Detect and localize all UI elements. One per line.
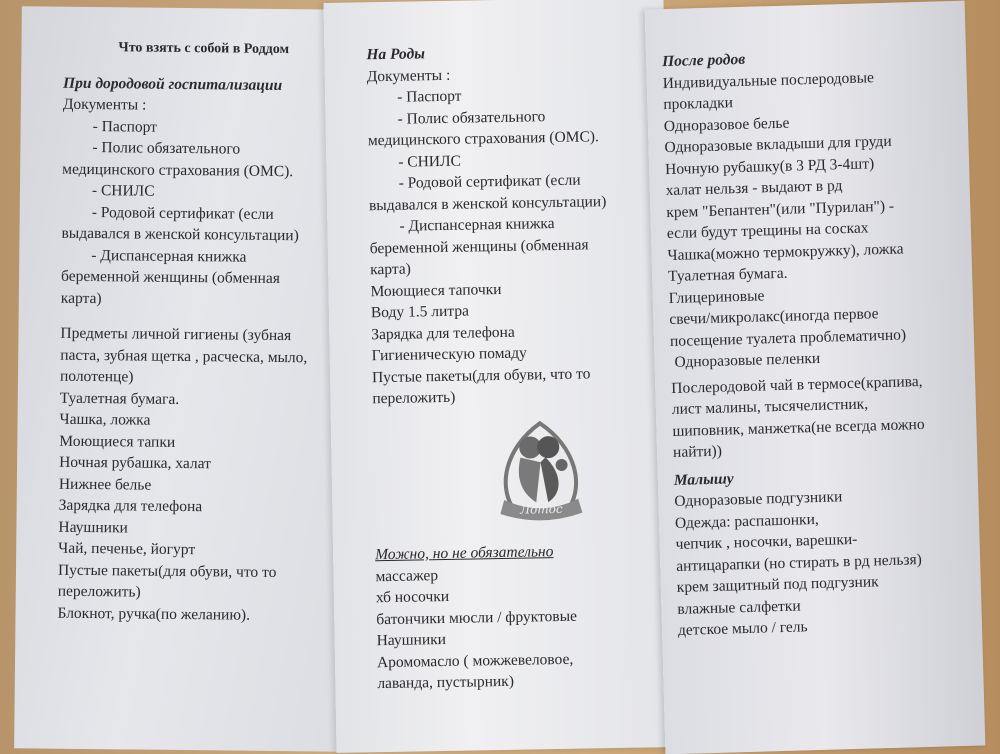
- list-item: Туалетная бумага.: [667, 264, 788, 286]
- list-item: Одноразовое белье: [663, 114, 790, 135]
- list-item: крем "Бепантен"(или "Пурилан") -: [666, 197, 895, 221]
- labor-heading: На Роды: [366, 45, 426, 64]
- right-panel: [645, 1, 986, 754]
- list-item: Моющиеся тапочки: [370, 280, 502, 300]
- postpartum-heading: После родов: [661, 50, 746, 71]
- list-item: найти)): [672, 442, 723, 461]
- doc-line: беременной женщины (обменная: [369, 235, 589, 257]
- list-item: Аромомасло ( можжевеловое,: [376, 650, 574, 671]
- list-item: Пустые пакеты(для обуви, что то: [57, 561, 277, 581]
- list-item: если будут трещины на сосках: [666, 219, 869, 243]
- doc-line: - Паспорт: [92, 117, 158, 136]
- lotos-logo: [485, 416, 597, 528]
- list-item: Наушники: [58, 518, 128, 536]
- documents-label: Документы :: [366, 66, 451, 85]
- list-item: Гигиеническую помаду: [371, 344, 527, 365]
- list-item: батончики мюсли / фруктовые: [376, 607, 578, 628]
- list-item: лаванда, пустырник): [377, 672, 515, 693]
- list-item: влажные салфетки: [677, 596, 801, 618]
- list-item: Зарядка для телефона: [371, 323, 515, 343]
- list-item: прокладки: [663, 94, 734, 114]
- doc-line: - Паспорт: [396, 87, 462, 106]
- documents-label: Документы :: [62, 95, 147, 114]
- doc-line: - СНИЛС: [91, 182, 155, 200]
- list-item: Индивидуальные послеродовые: [662, 68, 875, 92]
- list-item: Чашка, ложка: [59, 410, 151, 429]
- list-item: посещение туалета проблематично): [669, 325, 907, 350]
- doc-line: - Полис обязательного: [92, 139, 241, 158]
- doc-line: - СНИЛС: [398, 152, 462, 171]
- doc-line: медицинского страхования (ОМС).: [367, 128, 600, 150]
- list-item: массажер: [375, 566, 439, 585]
- list-item: халат нельзя - выдают в рд: [665, 177, 843, 200]
- list-item: Предметы личной гигиены (зубная: [60, 324, 292, 345]
- doc-line: выдавался в женской консультации): [61, 224, 299, 245]
- list-item: Наушники: [376, 630, 447, 650]
- list-item: свечи/микролакс(иногда первое: [669, 305, 879, 329]
- baby-heading: Малышу: [673, 469, 734, 489]
- doc-line: карта): [60, 289, 102, 307]
- list-item: Чашка(можно термокружку), ложка: [667, 239, 904, 264]
- list-item: Одежда: распашонки,: [674, 510, 819, 532]
- doc-line: выдавался в женской консультации): [368, 192, 607, 214]
- doc-line: медицинского страхования (ОМС).: [62, 160, 294, 180]
- doc-line: - Родовой сертификат (если: [398, 171, 581, 192]
- list-item: Зарядка для телефона: [58, 496, 203, 516]
- list-item: полотенце): [59, 367, 134, 386]
- doc-line: беременной женщины (обменная: [60, 267, 280, 288]
- list-item: Одноразовые пеленки: [674, 349, 821, 371]
- list-item: переложить): [372, 388, 456, 408]
- list-item: крем защитный под подгузник: [676, 573, 879, 596]
- doc-line: - Родовой сертификат (если: [91, 203, 274, 223]
- list-item: Одноразовые вкладыши для груди: [664, 132, 892, 157]
- doc-line: - Диспансерная книжка: [91, 246, 247, 266]
- list-item: чепчик , носочки, варешки-: [675, 530, 858, 553]
- list-item: Глицериновые: [668, 286, 765, 307]
- list-item: Туалетная бумага.: [59, 389, 180, 408]
- optional-heading: Можно, но не обязательно: [374, 543, 554, 564]
- prenatal-heading: При дородовой госпитализации: [63, 74, 283, 94]
- list-item: детское мыло / гель: [677, 618, 808, 639]
- doc-line: - Диспансерная книжка: [399, 215, 555, 235]
- list-item: Моющиеся тапки: [59, 432, 176, 451]
- leaflet-title: Что взять с собой в Роддом: [118, 40, 290, 58]
- list-item: хб носочки: [375, 587, 450, 607]
- list-item: Воду 1.5 литра: [370, 302, 470, 322]
- list-item: Блокнот, ручка(по желанию).: [57, 604, 251, 624]
- left-panel: [14, 6, 352, 751]
- logo-text: Лотос: [519, 501, 563, 517]
- doc-line: карта): [369, 260, 412, 279]
- list-item: Ночная рубашка, халат: [59, 453, 211, 473]
- list-item: шиповник, манжетка(не всегда можно: [672, 415, 925, 440]
- list-item: Послеродовой чай в термосе(крапива,: [671, 372, 923, 397]
- list-item: Нижнее белье: [58, 475, 152, 494]
- list-item: Одноразовые подгузники: [674, 488, 843, 510]
- doc-line: - Полис обязательного: [397, 107, 546, 128]
- list-item: Чай, печенье, йогурт: [58, 539, 196, 559]
- list-item: Ночную рубашку(в 3 РД 3-4шт): [664, 154, 875, 178]
- list-item: антицарапки (но стирать в рд нельзя): [675, 550, 923, 575]
- list-item: переложить): [57, 582, 141, 601]
- middle-panel: [323, 0, 676, 753]
- list-item: лист малины, тысячелистник,: [671, 395, 869, 419]
- list-item: Пустые пакеты(для обуви, что то: [371, 364, 591, 386]
- list-item: паста, зубная щетка , расческа, мыло,: [60, 346, 308, 366]
